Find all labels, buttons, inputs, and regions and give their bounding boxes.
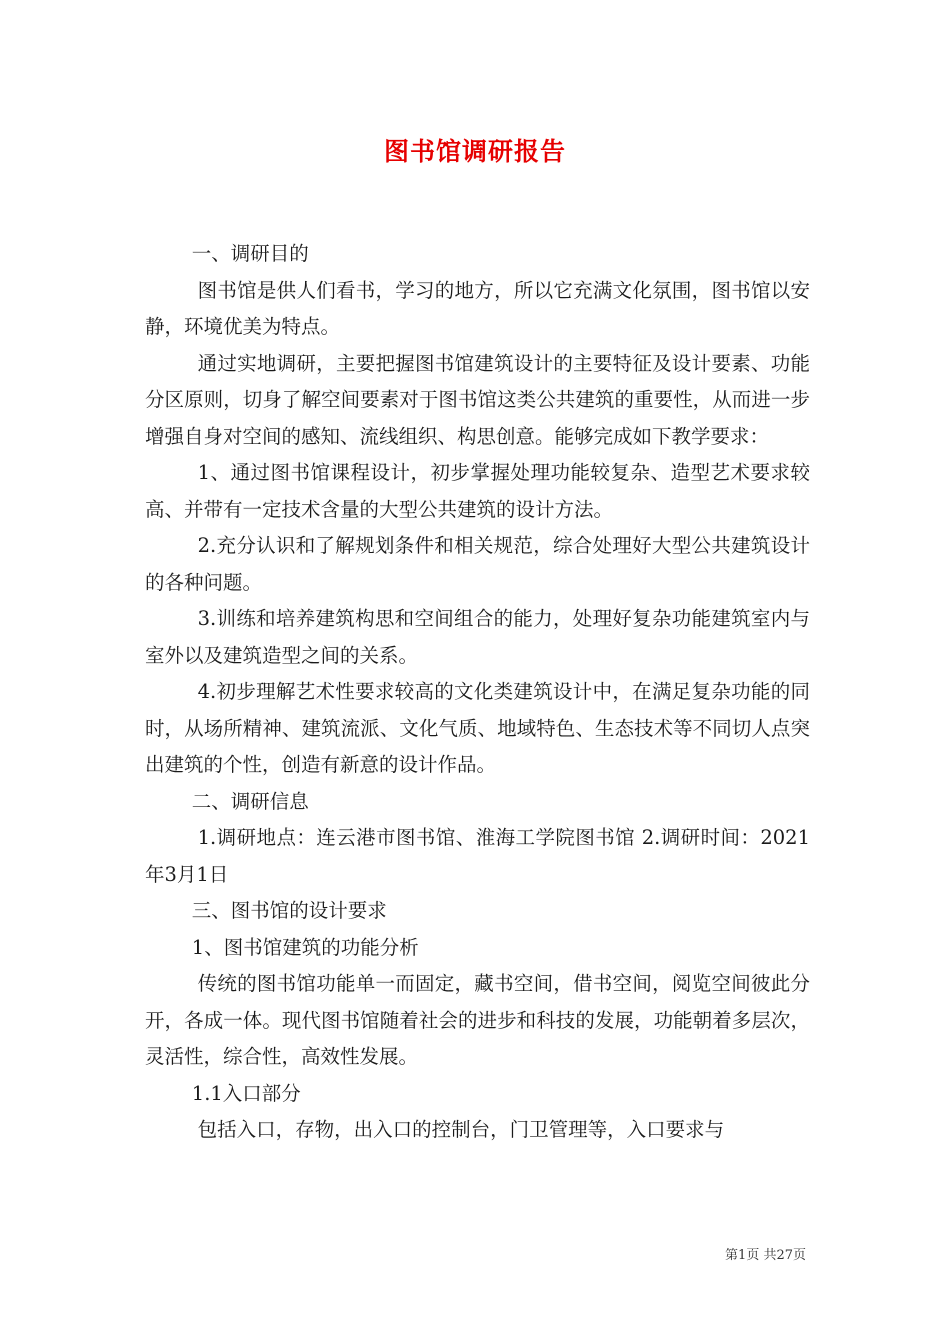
- body-paragraph: 1.调研地点：连云港市图书馆、淮海工学院图书馆 2.调研时间：2021年3月1日: [145, 826, 810, 886]
- list-item: 4.初步理解艺术性要求较高的文化类建筑设计中，在满足复杂功能的同时，从场所精神、建筑流派、文化气质、地域特色、生态技术等不同切人点突出建筑的个性，创造有新意的设计作品。: [145, 680, 810, 776]
- list-item: 2.充分认识和了解规划条件和相关规范，综合处理好大型公共建筑设计的各种问题。: [145, 534, 810, 594]
- subsection-heading: 1.1入口部分: [191, 1081, 301, 1105]
- document-title: 图书馆调研报告: [383, 137, 566, 166]
- body-paragraph: 通过实地调研，主要把握图书馆建筑设计的主要特征及设计要素、功能分区原则，切身了解空间要素对于图书馆这类公共建筑的重要性，从而进一步增强自身对空间的感知、流线组织、构思创意。能够完成如下教学要求：: [145, 351, 810, 448]
- document-body: [145, 236, 810, 1149]
- body-paragraph: 包括入口，存物，出入口的控制台，门卫管理等，入口要求与: [197, 1118, 725, 1141]
- section-heading-info: 二、调研信息: [191, 789, 309, 813]
- body-paragraph: 图书馆是供人们看书，学习的地方，所以它充满文化氛围，图书馆以安静，环境优美为特点。: [145, 278, 810, 338]
- page-number: 第1页 共27页: [725, 1248, 806, 1263]
- subsection-heading: 1、图书馆建筑的功能分析: [191, 935, 419, 959]
- section-heading-purpose: 一、调研目的: [191, 242, 309, 265]
- list-item: 3.训练和培养建筑构思和空间组合的能力，处理好复杂功能建筑室内与室外以及建筑造型之间的关系。: [145, 607, 810, 667]
- list-item: 1、通过图书馆课程设计，初步掌握处理功能较复杂、造型艺术要求较高、并带有一定技术含量的大型公共建筑的设计方法。: [145, 461, 810, 521]
- body-paragraph: 传统的图书馆功能单一而固定，藏书空间，借书空间，阅览空间彼此分开，各成一体。现代图书馆随着社会的进步和科技的发展，功能朝着多层次，灵活性，综合性，高效性发展。: [145, 972, 810, 1068]
- section-heading-requirements: 三、图书馆的设计要求: [191, 899, 387, 922]
